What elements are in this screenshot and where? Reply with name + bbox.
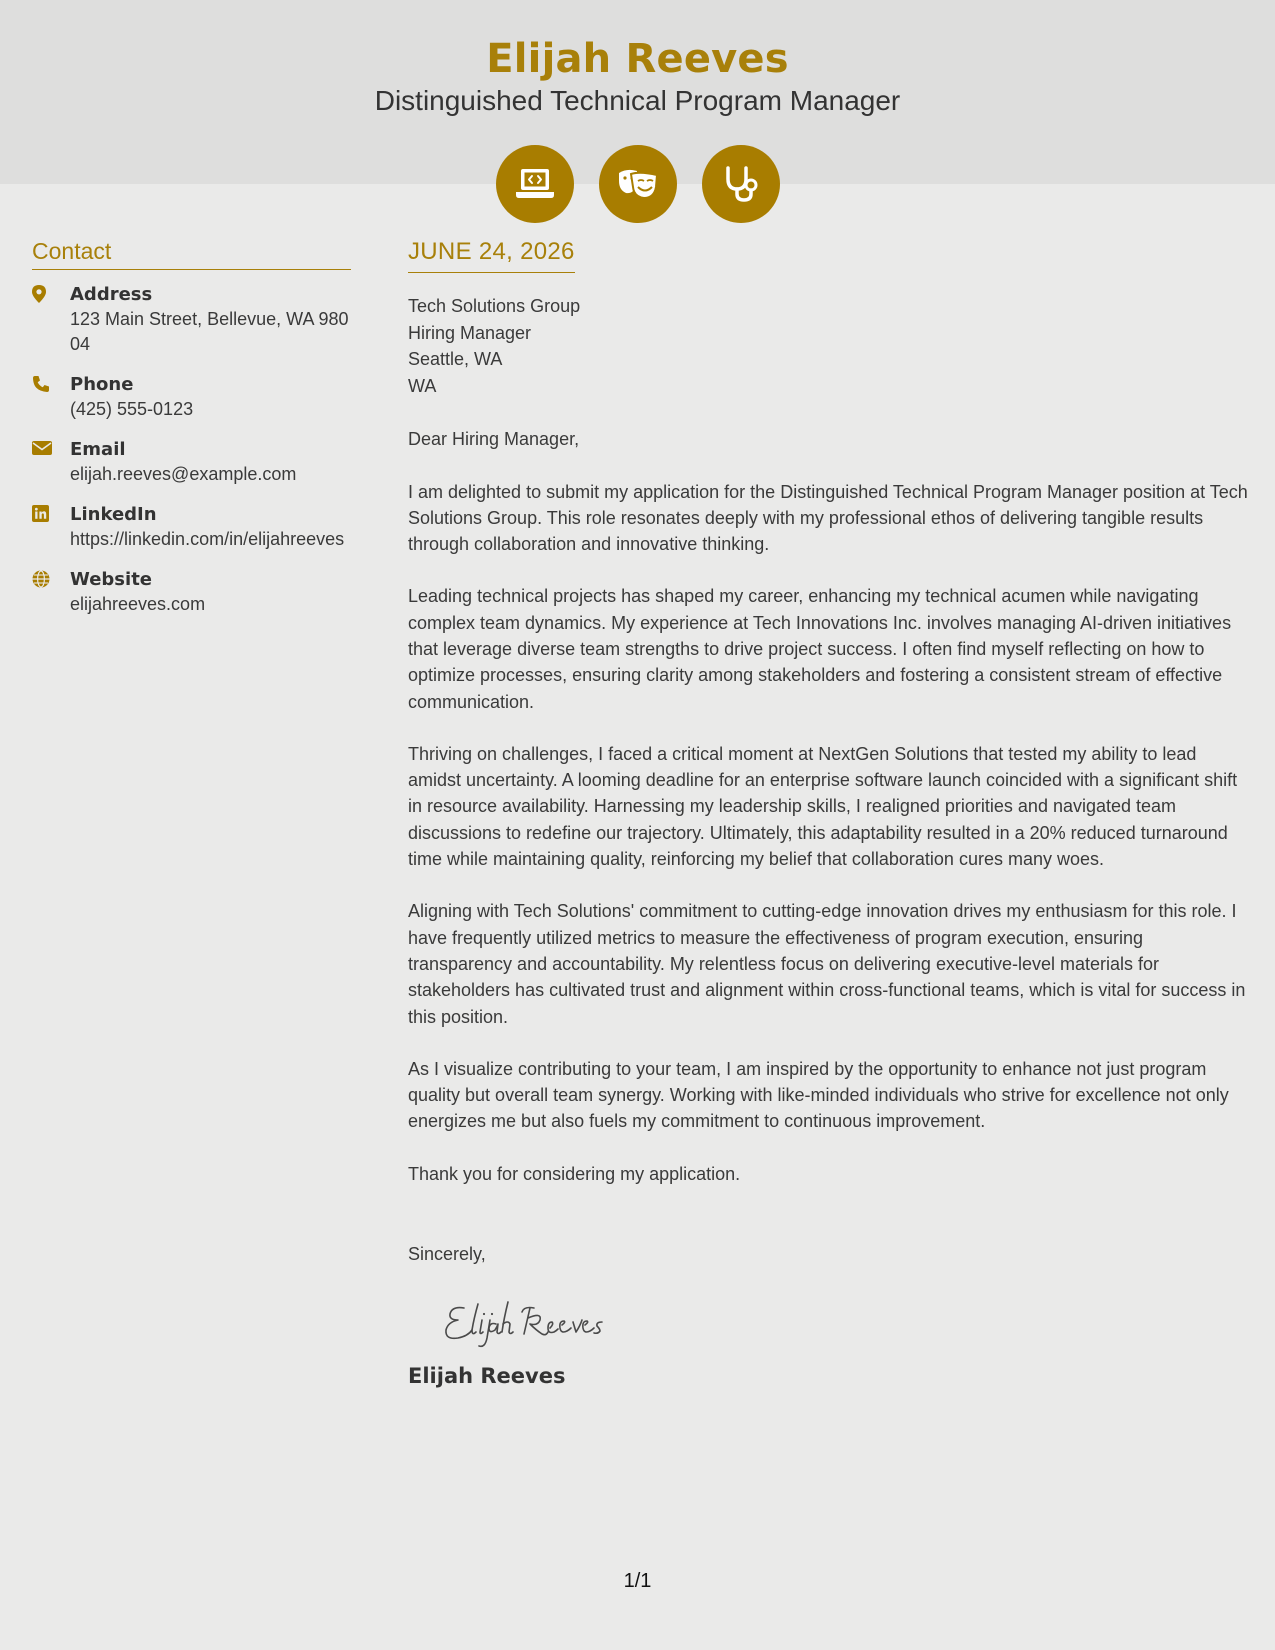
letter-paragraph: Thank you for considering my application.: [408, 1163, 741, 1184]
recipient-line: WA: [408, 375, 437, 396]
letter-paragraph: I am delighted to submit my application for the Distinguished Technical Program Manager position at Tech Solutions Group. This role resonates deeply with my professional ethos of delivering tangible results through collaboration and innovative thinking.: [408, 481, 1248, 555]
contact-address: [32, 282, 351, 357]
letter-body: [408, 238, 1250, 1388]
contact-website: [32, 567, 351, 617]
envelope-icon: [32, 437, 70, 456]
contact-label: Website: [70, 569, 153, 590]
closing: Sincerely,: [408, 1244, 486, 1265]
salutation: Dear Hiring Manager,: [408, 429, 580, 449]
contact-value: elijah.reeves@example.com: [70, 464, 297, 484]
contact-label: Phone: [70, 374, 134, 395]
recipient-block: [408, 293, 1250, 399]
letter-paragraph: As I visualize contributing to your team, I am inspired by the opportunity to enhance not just program quality but overall team synergy. Working with like-minded individuals who strive for excellence not only energizes me but also fuels my commitment to continuous improvement.: [408, 1058, 1229, 1132]
contact-value: (425) 555-0123: [70, 399, 194, 419]
letter-paragraph: Aligning with Tech Solutions' commitment to cutting-edge innovation drives my enthusiasm for this role. I have frequently utilized metrics to measure the effectiveness of program execution, ensuring transparency and accountability. My relentless focus on delivering executive-level materials for stakeholders has cultivated trust and alignment within cross-functional teams, which is vital for success in this position.: [408, 901, 1246, 1027]
website-link[interactable]: elijahreeves.com: [70, 594, 206, 614]
contact-label: Address: [70, 284, 153, 305]
signed-name: Elijah Reeves: [408, 1363, 566, 1388]
letter-paragraph: Thriving on challenges, I faced a critical moment at NextGen Solutions that tested my ability to lead amidst uncertainty. A looming deadline for an enterprise software launch coincided with a significant shift in resource availability. Harnessing my leadership skills, I realigned priorities and navigated team discussions to redefine our trajectory. Ultimately, this adaptability resulted in a 20% reduced turnaround time while maintaining quality, reinforcing my belief that collaboration cures many woes.: [408, 743, 1238, 870]
letter-paragraph: Leading technical projects has shaped my career, enhancing my technical acumen while navigating complex team dynamics. My experience at Tech Innovations Inc. involves managing AI-driven initiatives that leverage diverse team strengths to drive project success. I often find myself reflecting on how to optimize processes, ensuring clarity among stakeholders and fostering a consistent stream of effective communication.: [408, 586, 1232, 712]
handwritten-signature: [442, 1294, 1250, 1350]
globe-icon: [32, 567, 70, 588]
recipient-line: Seattle, WA: [408, 349, 503, 369]
contact-label: Email: [70, 439, 126, 460]
stethoscope-icon: [702, 145, 780, 223]
contact-value: 123 Main Street, Bellevue, WA 98004: [70, 309, 349, 354]
contact-heading: Contact: [32, 238, 351, 270]
contact-label: LinkedIn: [70, 504, 157, 525]
theater-masks-icon: [599, 145, 677, 223]
map-pin-icon: [32, 282, 70, 303]
contact-sidebar: [32, 238, 351, 632]
candidate-name: Elijah Reeves: [486, 36, 789, 82]
page-number: 1/1: [623, 1570, 652, 1592]
linkedin-link[interactable]: https://linkedin.com/in/elijahreeves: [70, 529, 345, 549]
recipient-line: Hiring Manager: [408, 322, 532, 343]
contact-phone: [32, 372, 351, 422]
contact-linkedin: [32, 502, 351, 552]
job-title: Distinguished Technical Program Manager: [374, 85, 901, 116]
linkedin-icon: [32, 502, 70, 522]
letter-date: JUNE 24, 2026: [408, 238, 575, 273]
interest-icons: [0, 145, 1275, 223]
laptop-code-icon: [496, 145, 574, 223]
phone-icon: [32, 372, 70, 393]
recipient-line: Tech Solutions Group: [408, 296, 581, 316]
contact-email: [32, 437, 351, 487]
